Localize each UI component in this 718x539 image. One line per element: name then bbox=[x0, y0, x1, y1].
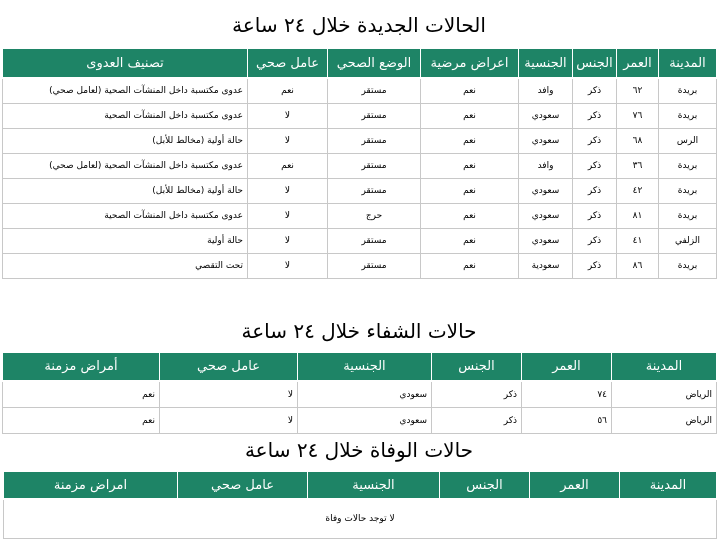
cell-health-worker: لا bbox=[248, 104, 328, 129]
cell-symptoms: نعم bbox=[421, 204, 519, 229]
header-gender: الجنس bbox=[432, 353, 522, 382]
cell-health-worker: نعم bbox=[248, 78, 328, 104]
header-nationality: الجنسية bbox=[298, 353, 432, 382]
table-row bbox=[3, 229, 717, 254]
header-age: العمر bbox=[522, 353, 612, 382]
table-row bbox=[3, 254, 717, 279]
cell-nationality: سعودي bbox=[519, 129, 573, 154]
cell-symptoms: نعم bbox=[421, 179, 519, 204]
table-row bbox=[3, 204, 717, 229]
cell-gender: ذكر bbox=[573, 179, 617, 204]
deaths-title: حالات الوفاة خلال ٢٤ ساعة bbox=[244, 438, 474, 462]
cell-health-worker: نعم bbox=[248, 154, 328, 179]
cell-health-worker: لا bbox=[248, 204, 328, 229]
cell-health-status: مستقر bbox=[328, 104, 421, 129]
cell-city: بريدة bbox=[659, 204, 717, 229]
cell-infection-class: حالة أولية bbox=[3, 229, 248, 254]
cell-chronic-diseases: نعم bbox=[3, 408, 160, 434]
table-row bbox=[3, 179, 717, 204]
cell-city: بريدة bbox=[659, 254, 717, 279]
cell-gender: ذكر bbox=[573, 129, 617, 154]
header-health-worker: عامل صحي bbox=[178, 472, 308, 500]
header-city: المدينة bbox=[620, 472, 717, 500]
cell-age: ٧٦ bbox=[617, 104, 659, 129]
cell-gender: ذكر bbox=[573, 254, 617, 279]
header-gender: الجنس bbox=[440, 472, 530, 500]
header-health-worker: عامل صحي bbox=[248, 49, 328, 79]
cell-infection-class: حالة أولية (مخالط للأبل) bbox=[3, 129, 248, 154]
cell-age: ٨١ bbox=[617, 204, 659, 229]
cell-age: ٦٢ bbox=[617, 78, 659, 104]
deaths-header-row bbox=[4, 472, 717, 500]
header-city: المدينة bbox=[659, 49, 717, 79]
table-row bbox=[3, 78, 717, 104]
cell-health-worker: لا bbox=[248, 179, 328, 204]
cell-health-worker: لا bbox=[248, 229, 328, 254]
cell-age: ٣٦ bbox=[617, 154, 659, 179]
cell-nationality: سعودي bbox=[519, 179, 573, 204]
cell-age: ٤٢ bbox=[617, 179, 659, 204]
cell-city: الرياض bbox=[612, 381, 717, 408]
cell-symptoms: نعم bbox=[421, 154, 519, 179]
table-row bbox=[3, 408, 717, 434]
cell-health-status: مستقر bbox=[328, 129, 421, 154]
cell-health-status: مستقر bbox=[328, 154, 421, 179]
header-infection-class: تصنيف العدوى bbox=[3, 49, 248, 79]
cell-nationality: سعودي bbox=[298, 381, 432, 408]
cell-age: ٤١ bbox=[617, 229, 659, 254]
cell-infection-class: عدوى مكتسبة داخل المنشآت الصحية bbox=[3, 204, 248, 229]
cell-age: ٨٦ bbox=[617, 254, 659, 279]
table-row bbox=[3, 104, 717, 129]
cell-health-status: حرج bbox=[328, 204, 421, 229]
cell-health-status: مستقر bbox=[328, 78, 421, 104]
cell-infection-class: عدوى مكتسبة داخل المنشآت الصحية (لعامل صحي) bbox=[3, 154, 248, 179]
cell-chronic-diseases: نعم bbox=[3, 381, 160, 408]
cell-city: الرياض bbox=[612, 408, 717, 434]
cell-health-status: مستقر bbox=[328, 179, 421, 204]
header-health-worker: عامل صحي bbox=[160, 353, 298, 382]
header-city: المدينة bbox=[612, 353, 717, 382]
header-health-status: الوضع الصحي bbox=[328, 49, 421, 79]
cell-health-status: مستقر bbox=[328, 254, 421, 279]
table-row bbox=[4, 499, 717, 539]
cell-city: بريدة bbox=[659, 154, 717, 179]
new-cases-title: الحالات الجديدة خلال ٢٤ ساعة bbox=[232, 13, 486, 37]
header-gender: الجنس bbox=[573, 49, 617, 79]
cell-symptoms: نعم bbox=[421, 229, 519, 254]
cell-city: بريدة bbox=[659, 78, 717, 104]
cell-infection-class: عدوى مكتسبة داخل المنشآت الصحية (لعامل صحي) bbox=[3, 78, 248, 104]
cell-symptoms: نعم bbox=[421, 104, 519, 129]
cell-symptoms: نعم bbox=[421, 78, 519, 104]
cell-city: الرس bbox=[659, 129, 717, 154]
cell-symptoms: نعم bbox=[421, 254, 519, 279]
cell-gender: ذكر bbox=[573, 229, 617, 254]
cell-gender: ذكر bbox=[432, 381, 522, 408]
cell-nationality: سعودي bbox=[298, 408, 432, 434]
header-nationality: الجنسية bbox=[519, 49, 573, 79]
cell-health-worker: لا bbox=[160, 381, 298, 408]
cell-health-worker: لا bbox=[160, 408, 298, 434]
recovered-title: حالات الشفاء خلال ٢٤ ساعة bbox=[241, 319, 477, 343]
cell-symptoms: نعم bbox=[421, 129, 519, 154]
cell-nationality: وافد bbox=[519, 78, 573, 104]
recovered-table bbox=[2, 352, 717, 434]
cell-health-status: مستقر bbox=[328, 229, 421, 254]
cell-nationality: وافد bbox=[519, 154, 573, 179]
cell-city: الزلفي bbox=[659, 229, 717, 254]
table-row bbox=[3, 154, 717, 179]
new-cases-header-row bbox=[3, 49, 717, 79]
cell-nationality: سعودية bbox=[519, 254, 573, 279]
cell-infection-class: عدوى مكتسبة داخل المنشآت الصحية bbox=[3, 104, 248, 129]
header-symptoms: اعراض مرضية bbox=[421, 49, 519, 79]
cell-infection-class: تحت التقصي bbox=[3, 254, 248, 279]
cell-gender: ذكر bbox=[432, 408, 522, 434]
header-age: العمر bbox=[617, 49, 659, 79]
table-row bbox=[3, 381, 717, 408]
deaths-table bbox=[3, 471, 717, 539]
header-chronic-diseases: امراض مزمنة bbox=[4, 472, 178, 500]
cell-age: ٦٨ bbox=[617, 129, 659, 154]
cell-health-worker: لا bbox=[248, 129, 328, 154]
cell-gender: ذكر bbox=[573, 78, 617, 104]
cell-gender: ذكر bbox=[573, 154, 617, 179]
header-age: العمر bbox=[530, 472, 620, 500]
recovered-header-row bbox=[3, 353, 717, 382]
cell-city: بريدة bbox=[659, 104, 717, 129]
cell-nationality: سعودي bbox=[519, 104, 573, 129]
header-nationality: الجنسية bbox=[308, 472, 440, 500]
cell-nationality: سعودي bbox=[519, 204, 573, 229]
table-row bbox=[3, 129, 717, 154]
cell-age: ٧٤ bbox=[522, 381, 612, 408]
new-cases-table bbox=[2, 48, 717, 279]
cell-gender: ذكر bbox=[573, 104, 617, 129]
cell-nationality: سعودي bbox=[519, 229, 573, 254]
cell-city: بريدة bbox=[659, 179, 717, 204]
header-chronic-diseases: أمراض مزمنة bbox=[3, 353, 160, 382]
no-deaths-message: لا توجد حالات وفاة bbox=[4, 499, 717, 539]
cell-health-worker: لا bbox=[248, 254, 328, 279]
cell-infection-class: حالة أولية (مخالط للأبل) bbox=[3, 179, 248, 204]
cell-gender: ذكر bbox=[573, 204, 617, 229]
cell-age: ٥٦ bbox=[522, 408, 612, 434]
